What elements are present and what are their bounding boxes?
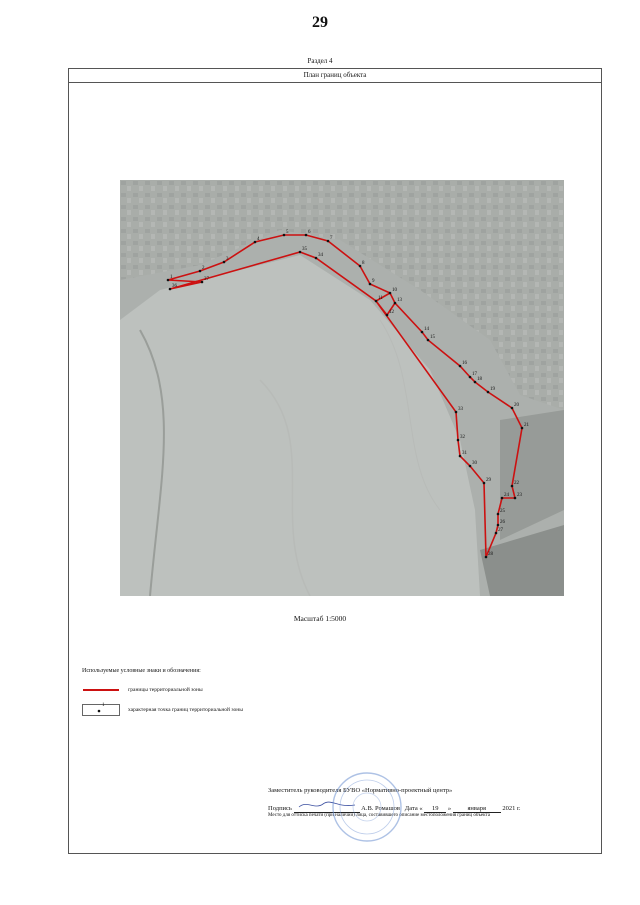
boundary-point-marker bbox=[514, 497, 517, 500]
boundary-point-marker bbox=[487, 391, 490, 394]
boundary-point-marker bbox=[223, 261, 226, 264]
aerial-map bbox=[120, 180, 564, 596]
boundary-point-label: 31 bbox=[462, 451, 467, 456]
boundary-point-label: 37 bbox=[204, 277, 209, 282]
boundary-point-marker bbox=[199, 270, 202, 273]
boundary-point-marker bbox=[427, 339, 430, 342]
boundary-point-label: 15 bbox=[430, 335, 435, 340]
boundary-point-label: 19 bbox=[490, 387, 495, 392]
boundary-point-marker bbox=[305, 234, 308, 237]
boundary-point-marker bbox=[327, 240, 330, 243]
boundary-point-marker bbox=[386, 314, 389, 317]
boundary-point-label: 22 bbox=[514, 481, 519, 486]
date-month: января bbox=[453, 805, 501, 813]
boundary-point-label: 20 bbox=[514, 403, 519, 408]
date-year: 2021 г. bbox=[502, 805, 521, 812]
boundary-point-label: 7 bbox=[330, 236, 333, 241]
boundary-point-marker bbox=[511, 407, 514, 410]
boundary-point-marker bbox=[369, 283, 372, 286]
page-number: 29 bbox=[312, 14, 328, 31]
boundary-point-label: 28 bbox=[488, 552, 493, 557]
boundary-point-label: 36 bbox=[172, 284, 177, 289]
boundary-point-label: 18 bbox=[477, 377, 482, 382]
plan-title: План границ объекта bbox=[69, 69, 601, 83]
boundary-point-label: 8 bbox=[362, 261, 365, 266]
boundary-point-marker bbox=[201, 281, 204, 284]
boundary-point-marker bbox=[359, 265, 362, 268]
boundary-point-label: 29 bbox=[486, 478, 491, 483]
boundary-point-marker bbox=[283, 234, 286, 237]
stamp-note: Место для оттиска печати (при наличии) лица, составившего описание местоположения границ объекта bbox=[268, 813, 490, 818]
boundary-point-label: 3 bbox=[226, 257, 229, 262]
boundary-point-marker bbox=[521, 427, 524, 430]
boundary-point-label: 11 bbox=[378, 296, 383, 301]
boundary-point-marker bbox=[421, 331, 424, 334]
signatory-position: Заместитель руководителя БУВО «Нормативно-проектный центр» bbox=[268, 787, 453, 794]
boundary-point-label: 33 bbox=[458, 407, 463, 412]
boundary-point-label: 4 bbox=[257, 237, 260, 242]
boundary-point-label: 16 bbox=[462, 361, 467, 366]
signature-label: Подпись bbox=[268, 805, 292, 812]
boundary-point-marker bbox=[474, 381, 477, 384]
legend-title: Используемые условные знаки и обозначения: bbox=[82, 668, 201, 674]
boundary-point-marker bbox=[455, 411, 458, 414]
boundary-point-marker bbox=[459, 365, 462, 368]
boundary-point-label: 30 bbox=[472, 461, 477, 466]
scale-label: Масштаб 1:5000 bbox=[293, 614, 347, 623]
boundary-point-marker bbox=[169, 288, 172, 291]
boundary-point-label: 12 bbox=[389, 310, 394, 315]
boundary-point-label: 2 bbox=[202, 266, 205, 271]
boundary-point-label: 35 bbox=[302, 247, 307, 252]
boundary-point-marker bbox=[459, 455, 462, 458]
boundary-point-marker bbox=[483, 482, 486, 485]
date-day: 19 bbox=[424, 805, 446, 813]
boundary-point-label: 34 bbox=[318, 253, 323, 258]
boundary-point-marker bbox=[469, 376, 472, 379]
boundary-point-marker bbox=[497, 524, 500, 527]
boundary-point-marker bbox=[389, 292, 392, 295]
boundary-point-label: 24 bbox=[504, 493, 509, 498]
boundary-point-marker bbox=[394, 302, 397, 305]
boundary-point-label: 10 bbox=[392, 288, 397, 293]
stamp-seal bbox=[330, 770, 404, 844]
legend-point-symbol bbox=[82, 704, 120, 716]
boundary-point-marker bbox=[299, 251, 302, 254]
date-label: Дата « bbox=[404, 805, 423, 812]
boundary-point-label: 5 bbox=[286, 230, 289, 235]
boundary-point-label: 1 bbox=[170, 275, 173, 280]
boundary-point-label: 14 bbox=[424, 327, 429, 332]
boundary-point-label: 21 bbox=[524, 423, 529, 428]
boundary-point-marker bbox=[167, 279, 170, 282]
boundary-point-marker bbox=[457, 439, 460, 442]
boundary-point-marker bbox=[375, 300, 378, 303]
boundary-point-label: 27 bbox=[498, 528, 503, 533]
boundary-point-marker bbox=[497, 513, 500, 516]
boundary-point-label: 23 bbox=[517, 493, 522, 498]
boundary-point-label: 6 bbox=[308, 230, 311, 235]
legend-line-symbol bbox=[82, 684, 120, 696]
boundary-point-marker bbox=[469, 465, 472, 468]
legend-text-point: характерная точка границ территориальной зоны bbox=[128, 707, 243, 713]
boundary-point-marker bbox=[495, 532, 498, 535]
boundary-point-label: 9 bbox=[372, 279, 375, 284]
legend-point-label: 1 bbox=[102, 703, 105, 708]
boundary-point-label: 17 bbox=[472, 372, 477, 377]
boundary-point-label: 25 bbox=[500, 509, 505, 514]
section-label: Раздел 4 bbox=[307, 57, 333, 65]
legend-text-boundary: границы территориальной зоны bbox=[128, 687, 203, 693]
boundary-point-label: 13 bbox=[397, 298, 402, 303]
date-separator: » bbox=[447, 805, 452, 812]
boundary-point-marker bbox=[511, 485, 514, 488]
signatory-name: А.В. Ромашов bbox=[361, 805, 400, 812]
boundary-point-marker bbox=[501, 497, 504, 500]
boundary-point-marker bbox=[254, 241, 257, 244]
boundary-point-marker bbox=[485, 556, 488, 559]
boundary-point-marker bbox=[315, 257, 318, 260]
boundary-point-label: 26 bbox=[500, 520, 505, 525]
boundary-point-label: 32 bbox=[460, 435, 465, 440]
